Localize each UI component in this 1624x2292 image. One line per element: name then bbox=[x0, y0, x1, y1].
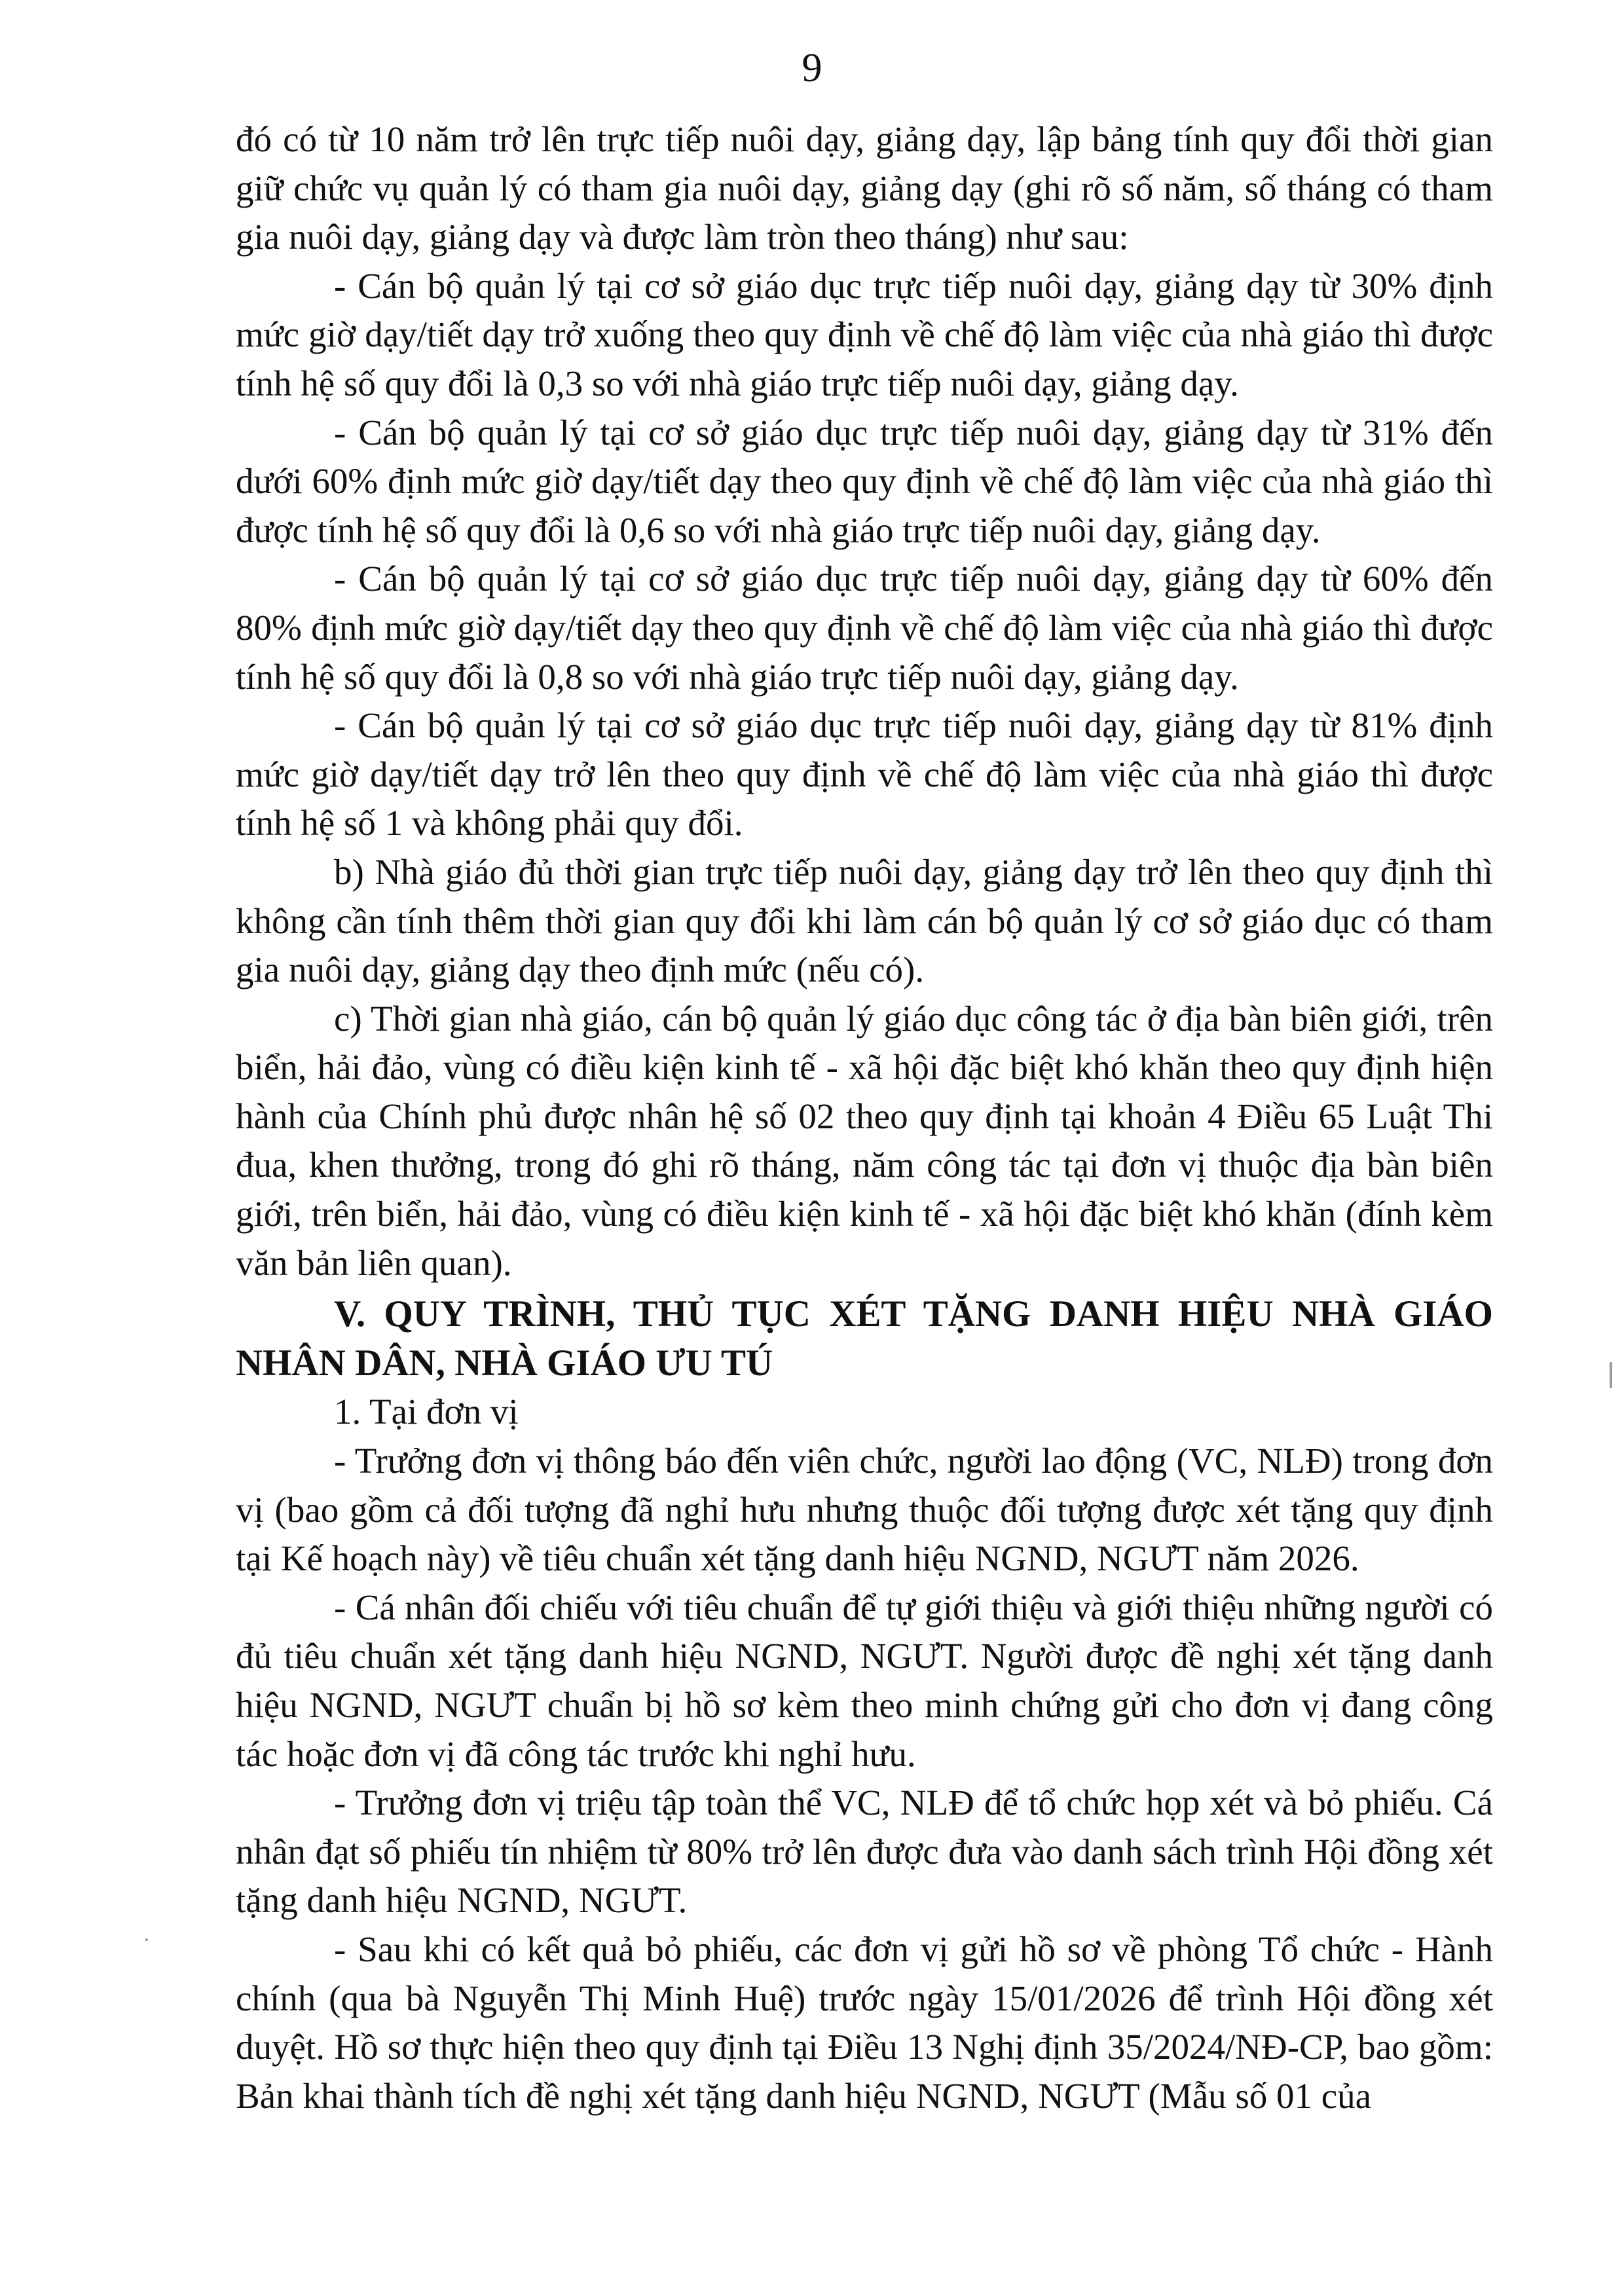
paragraph-intro-continued: đó có từ 10 năm trở lên trực tiếp nuôi dạy, giảng dạy, lập bảng tính quy đổi thời gian giữ chức vụ quản lý có tham gia nuôi dạy, giảng dạy (ghi rõ số năm, số tháng có tham gia nuôi dạy, giảng dạy và được làm tròn theo tháng) như sau: bbox=[236, 119, 1493, 257]
paragraph-coefficient-1: - Cán bộ quản lý tại cơ sở giáo dục trực tiếp nuôi dạy, giảng dạy từ 81% định mức giờ dạy/tiết dạy trở lên theo quy định về chế độ làm việc của nhà giáo thì được tính hệ số 1 và không phải quy đổi. bbox=[236, 705, 1493, 843]
paragraph-item-b: b) Nhà giáo đủ thời gian trực tiếp nuôi dạy, giảng dạy trở lên theo quy định thì không cần tính thêm thời gian quy đổi khi làm cán bộ quản lý cơ sở giáo dục có tham gia nuôi dạy, giảng dạy theo định mức (nếu có). bbox=[236, 851, 1493, 990]
paragraph-voting: - Trưởng đơn vị triệu tập toàn thể VC, NLĐ để tổ chức họp xét và bỏ phiếu. Cá nhân đạt số phiếu tín nhiệm từ 80% trở lên được đưa vào danh sách trình Hội đồng xét tặng danh hiệu NGND, NGƯT. bbox=[236, 1783, 1493, 1921]
scan-speck bbox=[1610, 1362, 1612, 1388]
paragraph-coefficient-0-8: - Cán bộ quản lý tại cơ sở giáo dục trực tiếp nuôi dạy, giảng dạy từ 60% đến 80% định mức giờ dạy/tiết dạy theo quy định về chế độ làm việc của nhà giáo thì được tính hệ số quy đổi là 0,8 so với nhà giáo trực tiếp nuôi dạy, giảng dạy. bbox=[236, 559, 1493, 697]
paragraph-dossier-submission: - Sau khi có kết quả bỏ phiếu, các đơn vị gửi hồ sơ về phòng Tổ chức - Hành chính (qua bà Nguyễn Thị Minh Huệ) trước ngày 15/01/2026 để trình Hội đồng xét duyệt. Hồ sơ thực hiện theo quy định tại Điều 13 Nghị định 35/2024/NĐ-CP, bao gồm: Bản khai thành tích đề nghị xét tặng danh hiệu NGND, NGƯT (Mẫu số 01 của bbox=[236, 1929, 1493, 2116]
paragraph-item-c: c) Thời gian nhà giáo, cán bộ quản lý giáo dục công tác ở địa bàn biên giới, trên biển, hải đảo, vùng có điều kiện kinh tế - xã hội đặc biệt khó khăn theo quy định hiện hành của Chính phủ được nhân hệ số 02 theo quy định tại khoản 4 Điều 65 Luật Thi đua, khen thưởng, trong đó ghi rõ tháng, năm công tác tại đơn vị thuộc địa bàn biên giới, trên biển, hải đảo, vùng có điều kiện kinh tế - xã hội đặc biệt khó khăn (đính kèm văn bản liên quan). bbox=[236, 998, 1493, 1283]
paragraph-unit-announcement: - Trưởng đơn vị thông báo đến viên chức, người lao động (VC, NLĐ) trong đơn vị (bao gồm cả đối tượng đã nghỉ hưu nhưng thuộc đối tượng được xét tặng quy định tại Kế hoạch này) về tiêu chuẩn xét tặng danh hiệu NGND, NGƯT năm 2026. bbox=[236, 1441, 1493, 1579]
page-number: 9 bbox=[802, 46, 822, 90]
document-body bbox=[236, 115, 1493, 2120]
section-heading-v: V. QUY TRÌNH, THỦ TỤC XÉT TẶNG DANH HIỆU NHÀ GIÁO NHÂN DÂN, NHÀ GIÁO ƯU TÚ bbox=[236, 1293, 1493, 1384]
paragraph-coefficient-0-3: - Cán bộ quản lý tại cơ sở giáo dục trực tiếp nuôi dạy, giảng dạy từ 30% định mức giờ dạy/tiết dạy trở xuống theo quy định về chế độ làm việc của nhà giáo thì được tính hệ số quy đổi là 0,3 so với nhà giáo trực tiếp nuôi dạy, giảng dạy. bbox=[236, 265, 1493, 403]
subheading-at-unit: 1. Tại đơn vị bbox=[334, 1392, 519, 1432]
paragraph-coefficient-0-6: - Cán bộ quản lý tại cơ sở giáo dục trực tiếp nuôi dạy, giảng dạy từ 31% đến dưới 60% định mức giờ dạy/tiết dạy theo quy định về chế độ làm việc của nhà giáo thì được tính hệ số quy đổi là 0,6 so với nhà giáo trực tiếp nuôi dạy, giảng dạy. bbox=[236, 412, 1493, 550]
paragraph-self-nomination: - Cá nhân đối chiếu với tiêu chuẩn để tự giới thiệu và giới thiệu những người có đủ tiêu chuẩn xét tặng danh hiệu NGND, NGƯT. Người được đề nghị xét tặng danh hiệu NGND, NGƯT chuẩn bị hồ sơ kèm theo minh chứng gửi cho đơn vị đang công tác hoặc đơn vị đã công tác trước khi nghỉ hưu. bbox=[236, 1587, 1493, 1774]
scan-speck bbox=[145, 1938, 148, 1941]
